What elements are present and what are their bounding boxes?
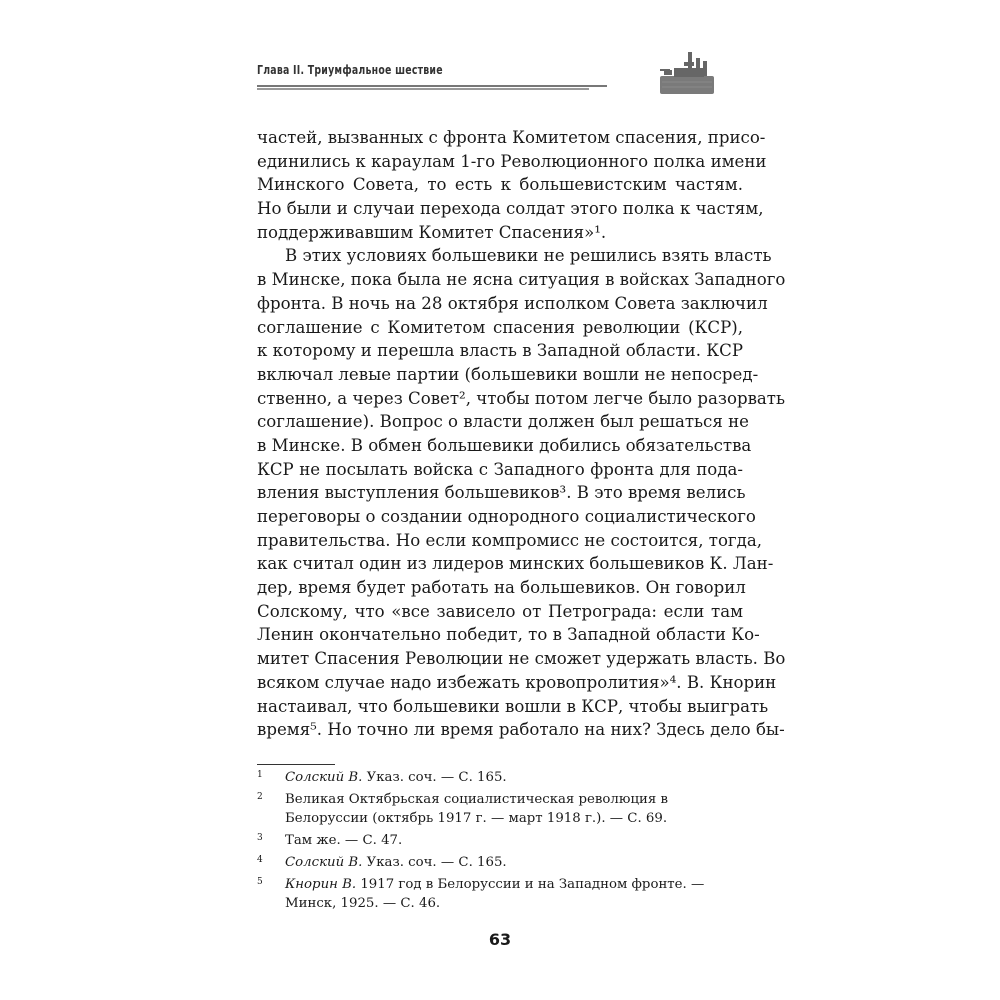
- body-line: фронта. В ночь на 28 октября исполком Совета заключил: [257, 293, 768, 313]
- footnote: [257, 790, 743, 828]
- footnote-author: Солский В.: [285, 855, 363, 870]
- body-line: в Минске, пока была не ясна ситуация в войсках Западного: [257, 270, 786, 290]
- body-line: к которому и перешла власть в Западной области. КСР: [257, 341, 743, 361]
- body-line: В этих условиях большевики не решились взять власть: [285, 246, 772, 266]
- footnotes: [257, 768, 743, 916]
- footnote-text: [285, 768, 743, 787]
- footnote-author: Солский В.: [285, 770, 363, 785]
- body-line: соглашение с Комитетом спасения революции (КСР),: [257, 317, 743, 337]
- footnote-number: 3: [257, 833, 263, 843]
- footnote-rule: [257, 764, 335, 765]
- body-line: соглашение). Вопрос о власти должен был решаться не: [257, 412, 749, 432]
- footnote-citation: Указ. соч. — С. 165.: [362, 855, 507, 870]
- body-line: в Минске. В обмен большевики добились обязательства: [257, 435, 752, 455]
- footnote-text: [285, 790, 743, 828]
- body-line: время⁵. Но точно ли время работало на них? Здесь дело бы-: [257, 720, 785, 740]
- footnote-author: Кнорин В.: [285, 877, 357, 892]
- footnote-text: [285, 853, 743, 872]
- footnote-number: 4: [257, 855, 263, 865]
- body-line: как считал один из лидеров минских большевиков К. Лан-: [257, 554, 774, 574]
- running-header-title: Глава II. Триумфальное шествие: [257, 63, 443, 77]
- body-line: включал левые партии (большевики вошли не непосред-: [257, 364, 759, 384]
- footnote-text: [285, 875, 743, 913]
- body-line: настаивал, что большевики вошли в КСР, чтобы выиграть: [257, 696, 769, 716]
- body-line: Солскому, что «все зависело от Петрограда: если там: [257, 601, 743, 621]
- page-number: 63: [488, 930, 512, 949]
- body-line: поддерживавшим Комитет Спасения»¹.: [257, 222, 607, 242]
- header-rule-secondary: [257, 88, 589, 90]
- body-line: Но были и случаи перехода солдат этого полка к частям,: [257, 199, 764, 219]
- ship-icon: [658, 50, 718, 100]
- body-line: митет Спасения Революции не сможет удержать власть. Во: [257, 649, 786, 669]
- body-text: [257, 126, 786, 742]
- footnote-citation: Великая Октябрьская социалистическая революция в Белоруссии (октябрь 1917 г. — март 1918 г.). — С. 69.: [285, 792, 668, 826]
- body-line: вления выступления большевиков³. В это время велись: [257, 483, 746, 503]
- header-rule: [257, 85, 607, 87]
- footnote: [257, 768, 743, 787]
- body-line: всяком случае надо избежать кровопролития»⁴. В. Кнорин: [257, 672, 777, 692]
- body-line: частей, вызванных с фронта Комитетом спасения, присо-: [257, 128, 766, 147]
- body-line: правительства. Но если компромисс не состоится, тогда,: [257, 530, 763, 550]
- footnote-citation: Там же. — С. 47.: [285, 833, 403, 848]
- footnote-citation: Указ. соч. — С. 165.: [362, 770, 507, 785]
- footnote-number: 1: [257, 770, 263, 780]
- body-line: Минского Совета, то есть к большевистским частям.: [257, 175, 743, 195]
- body-line: ственно, а через Совет², чтобы потом легче было разорвать: [257, 388, 786, 408]
- body-line: единились к караулам 1-го Революционного полка имени: [257, 151, 767, 171]
- footnote: [257, 853, 743, 872]
- body-line: переговоры о создании однородного социалистического: [257, 507, 756, 526]
- footnote-citation: 1917 год в Белоруссии и на Западном фронте. — Минск, 1925. — С. 46.: [285, 877, 705, 911]
- body-line: КСР не посылать войска с Западного фронта для пода-: [257, 459, 743, 479]
- body-line: Ленин окончательно победит, то в Западной области Ко-: [257, 625, 760, 645]
- footnote-text: [285, 831, 743, 850]
- footnote: [257, 831, 743, 850]
- footnote-number: 5: [257, 877, 263, 887]
- footnote: [257, 875, 743, 913]
- footnote-number: 2: [257, 792, 263, 802]
- body-line: дер, время будет работать на большевиков. Он говорил: [257, 578, 746, 598]
